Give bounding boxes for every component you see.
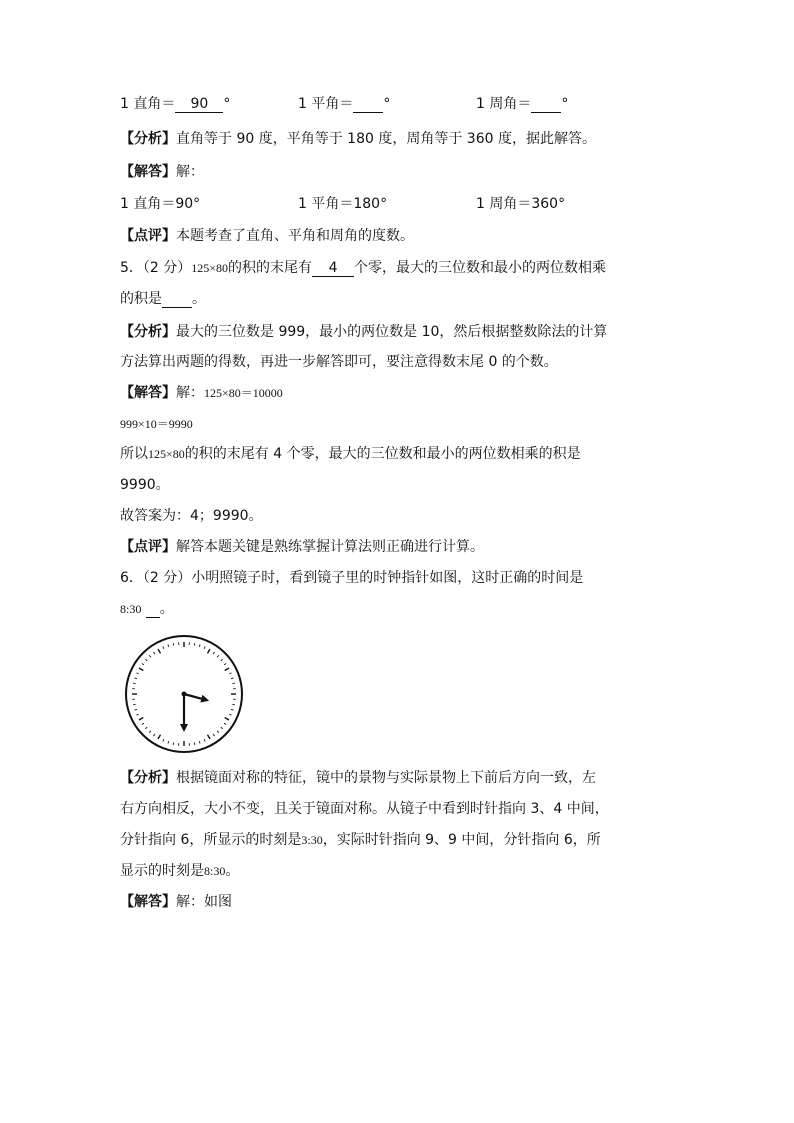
question-text: 的积的末尾有 [228,260,313,276]
analysis-text: 根据镜面对称的特征，镜中的景物与实际景物上下前后方向一致，左 [176,770,596,786]
solution-text: 解： [176,385,204,401]
hour-hand [184,694,201,699]
question-number: 5．（2 分） [120,260,192,276]
analysis-tag: 【分析】 [120,131,176,147]
expression: 125×80 [148,447,185,461]
expression: 125×80 [191,261,229,275]
straight-angle-prefix: 1 平角＝ [298,96,354,112]
clock-tick [163,739,164,741]
clock-tick [199,741,200,743]
clock-tick [158,735,161,739]
full-angle-prefix: 1 周角＝ [476,96,532,112]
clock-tick [145,659,147,661]
solution-tag: 【解答】 [120,385,176,401]
right-angle-prefix: 1 直角＝ [120,96,176,112]
clock-tick [158,649,161,653]
period: 。 [159,601,174,617]
right-angle-answer: 90 [175,97,223,113]
degree-symbol: ° [223,96,231,112]
clock-tick [139,718,143,721]
q5-comment [120,538,484,556]
clock-tick [225,668,229,671]
minute-hand-arrowhead [180,724,188,732]
clock-tick [224,663,226,664]
analysis-tag: 【分析】 [120,770,176,786]
q6-analysis-1 [120,769,596,787]
question-text: 个零，最大的三位数和最小的两位数相乘 [354,260,607,276]
q4-solution [120,163,204,181]
clock-tick [136,673,138,674]
answer-blank: 4 [312,261,354,277]
degree-symbol: ° [561,96,569,112]
q6-solution [120,893,232,911]
analysis-text: ，实际时针指向 9、9 中间，分针指向 6，所 [322,832,601,848]
clock-tick [142,663,144,664]
q6-question [120,569,583,587]
clock-tick [133,704,135,705]
analysis-tag: 【分析】 [120,324,176,340]
clock-tick [204,739,205,741]
q5-question [120,259,606,277]
clock-tick [232,704,234,705]
answer-blank [162,292,192,308]
clock-tick [208,735,211,739]
solution-text: 解：如图 [176,894,232,910]
q5-calc2: 999×10＝9990 [120,417,193,431]
q4-sol-full: 1 周角＝360° [476,196,566,212]
clock-tick [173,742,174,744]
question-text: 小明照镜子时，看到镜子里的时钟指针如图，这时正确的时间是 [191,570,584,586]
analysis-text: 分针指向 6，所显示的时刻是 [120,832,302,848]
analysis-text: 最大的三位数是 999，最小的两位数是 10，然后根据整数除法的计算 [176,324,608,340]
full-angle-answer-blank [531,97,561,113]
solution-text: 解： [176,164,204,180]
straight-angle-answer-blank [353,97,383,113]
clock-tick [149,655,151,657]
q4-analysis [120,130,596,148]
full-angle-blank [476,95,568,113]
calculation: 125×80＝10000 [204,386,283,400]
straight-angle-blank [298,95,390,113]
clock-tick [135,678,137,679]
clock-tick [168,645,169,647]
actual-time: 8:30 [204,864,226,878]
q6-analysis-2: 右方向相反，大小不变，且关于镜面对称。从镜子中看到时针指向 3、4 中间， [120,801,609,817]
comment-text: 解答本题关键是熟练掌握计算法则正确进行计算。 [176,539,484,555]
clock-center [182,692,187,697]
clock-tick [153,734,154,736]
question-text: 的积是 [120,291,162,307]
q5-analysis-2: 方法算出两题的得数，再进一步解答即可，要注意得数末尾 0 的个数。 [120,354,558,370]
mirror-time: 3:30 [301,833,323,847]
clock-tick [213,734,214,736]
analysis-text: 。 [225,863,240,879]
hour-hand-arrowhead [200,695,209,703]
comment-tag: 【点评】 [120,228,176,244]
clock-tick [142,723,144,724]
clock-tick [231,709,233,710]
clock-tick [145,727,147,729]
clock-tick [133,683,135,684]
clock-tick [217,731,219,733]
question-number: 6．（2 分） [120,570,192,586]
clock-tick [225,718,229,721]
clock-tick [229,673,231,674]
answer-text: 8:30 [120,602,142,616]
clock-tick [232,683,234,684]
clock-tick [135,709,137,710]
clock-tick [168,741,169,743]
clock-tick [224,723,226,724]
q5-solution [120,384,283,402]
solution-tag: 【解答】 [120,164,176,180]
clock-tick [136,714,138,715]
q5-conclusion [120,445,581,463]
q4-sol-right: 1 直角＝90° [120,196,201,212]
solution-tag: 【解答】 [120,894,176,910]
analysis-text: 直角等于 90 度，平角等于 180 度，周角等于 360 度，据此解答。 [176,131,596,147]
clock-tick [204,646,205,648]
q5-answer-line: 故答案为：4；9990。 [120,508,263,524]
q5-question-cont [120,290,206,308]
degree-symbol: ° [383,96,391,112]
clock-tick [221,727,223,729]
clock-tick [213,652,214,654]
clock-tick [163,646,164,648]
clock-tick [139,668,143,671]
q6-analysis-4 [120,862,239,880]
comment-tag: 【点评】 [120,539,176,555]
answer-blank [146,602,160,618]
mirror-clock-figure [122,632,246,756]
q4-sol-straight: 1 平角＝180° [298,196,388,212]
conclusion-prefix: 所以 [120,446,148,462]
analysis-text: 显示的时刻是 [120,863,204,879]
clock-tick [149,731,151,733]
q4-blank-row [120,95,230,113]
comment-text: 本题考查了直角、平角和周角的度数。 [176,228,414,244]
clock-tick [194,742,195,744]
clock-tick [199,645,200,647]
clock-tick [194,643,195,645]
q4-comment [120,227,414,245]
q5-analysis-1 [120,323,607,341]
clock-tick [217,655,219,657]
clock-tick [208,649,211,653]
clock-tick [221,659,223,661]
clock-tick [231,678,233,679]
clock-tick [173,643,174,645]
period: 。 [192,291,206,307]
conclusion-text: 的积的末尾有 4 个零，最大的三位数和最小的两位数相乘的积是 [184,446,581,462]
q6-analysis-3 [120,831,601,849]
clock-tick [153,652,154,654]
clock-tick [229,714,231,715]
q5-conclusion-2: 9990。 [120,477,170,493]
q6-answer-row [120,600,174,618]
